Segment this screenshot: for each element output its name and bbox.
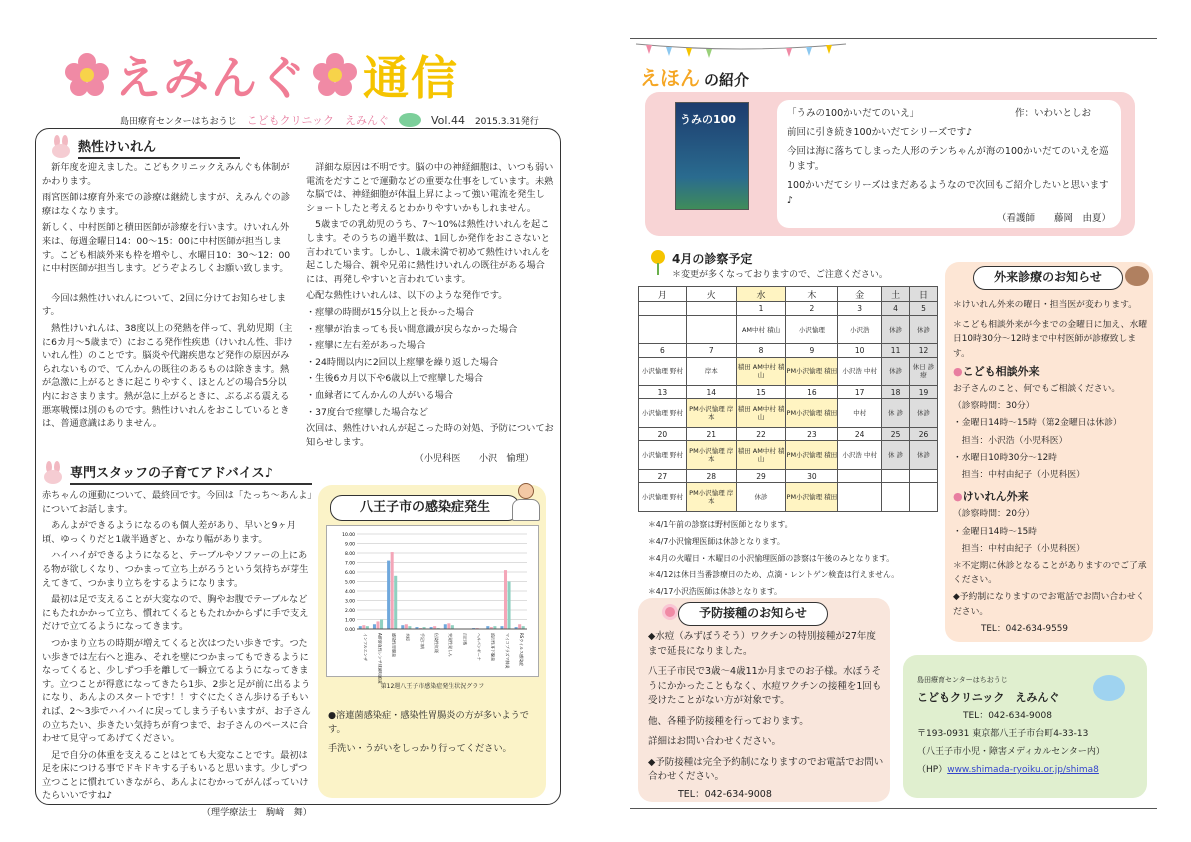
calendar-date: 17 — [838, 386, 882, 399]
calendar-header-row — [639, 287, 938, 302]
calendar-doctor: 小沢浩 — [838, 315, 882, 344]
calendar-date: 21 — [686, 428, 736, 441]
chart-bar — [394, 576, 397, 629]
paragraph: 詳細はお問い合わせください。 — [648, 736, 782, 747]
calendar-date: 27 — [639, 470, 687, 483]
list-item: ・痙攣に左右差があった場合 — [306, 340, 426, 352]
calendar-doctor: 休 診 — [882, 399, 910, 428]
author-sign: （看護師 藤岡 由夏） — [996, 213, 1111, 224]
paragraph: つかまり立ちの時期が増えてくると次はつたい歩きです。つたい歩きでは左右へと進み、それを壁につかまってもできるようになってくると、少しずつ手を離して一瞬立てるようになってきます。立つことが得意になってきたら1歩、2歩と足が前に出るようになり、あんよのスタートです！！すぐにたくさん歩ける子もいれば、2～3歩でハイハイに戻ってしまう子もいますが、お子さんの立ちたい、歩きたい気持ちが育つまで、お子さんのペースに合わせて見守ってあげてください。 — [42, 637, 311, 745]
outpatient-panel — [945, 262, 1153, 642]
x-tick-label: 百日咳 — [462, 633, 468, 645]
phone-number: TEL：042-634-9559 — [981, 623, 1068, 634]
calendar-doctor: 小沢愉理 野村 — [639, 357, 687, 386]
paragraph: ・金曜日14時～15時 — [953, 526, 1037, 537]
y-tick-label: 2.00 — [344, 609, 355, 614]
bullet-dot-icon: ● — [953, 490, 963, 504]
calendar-doctor: PM小沢愉理 積田 — [786, 483, 838, 512]
paragraph: 他、各種予防接種を行っております。 — [648, 715, 809, 727]
calendar-date — [686, 302, 736, 315]
infection-panel — [318, 485, 546, 798]
calendar-date-row — [639, 386, 938, 399]
calendar-date: 19 — [910, 386, 938, 399]
ehon-heading-a: えほん — [640, 66, 700, 90]
schedule-heading: 4月の診察予定 — [672, 252, 753, 266]
calendar-date: 22 — [736, 428, 786, 441]
calendar-doctor: PM小沢愉理 岸本 — [686, 441, 736, 470]
chart-bar — [373, 624, 376, 629]
ehon-text — [777, 100, 1121, 228]
paragraph: ●溶連菌感染症・感染性胃腸炎の方が多いようです。 — [328, 710, 529, 735]
bottom-rule — [630, 808, 1157, 809]
calendar-doctor: PM小沢愉理 積田 — [786, 357, 838, 386]
calendar-date-row — [639, 428, 938, 441]
paragraph: 雨宮医師は療育外来での診療は継続しますが、えみんぐの診療はなくなります。 — [42, 192, 291, 217]
calendar-doctor — [882, 483, 910, 512]
top-rule — [630, 38, 1157, 39]
frog-icon — [1093, 675, 1125, 701]
x-tick-label: 伝染性紅斑 — [433, 633, 439, 653]
calendar-date: 8 — [736, 344, 786, 357]
paragraph: 新しく、中村医師と積田医師が診療を行います。けいれん外来は、毎週金曜日14：00～15：00に中村医師が担当します。こども相談外来も枠を増やし、水曜日10：30～12：00に中村医師が担当します。どうぞよろしくお願い致します。 — [42, 222, 291, 275]
day-header: 水 — [736, 287, 786, 302]
fever-col2 — [306, 161, 554, 465]
seizure-heading: けいれん外来 — [962, 490, 1029, 504]
x-tick-label: 感染性胃腸炎 — [391, 633, 397, 657]
chart-bar — [391, 552, 394, 629]
list-item: ・血縁者にてんかんの人がいる場合 — [306, 389, 453, 401]
x-tick-label: マイコプラズマ肺炎 — [504, 633, 510, 669]
title-main: えみんぐ — [115, 51, 307, 105]
chart-bar — [518, 624, 521, 629]
x-tick-label: インフルエンザ — [363, 633, 369, 661]
note-line: ＊4/12は休日当番診療日のため、点滴・レントゲン検査は行えません。 — [648, 570, 900, 580]
paragraph: 詳細な原因は不明です。脳の中の神経細胞は、いつも弱い電流をだすことで運動などの重要な仕事をしています。未熟な脳では、神経細胞が体温上昇によって強い電流を発生しショートしたと考えるとわかりやすいかもしれません。 — [306, 162, 554, 214]
calendar-doctor: 小沢浩 中村 — [838, 441, 882, 470]
calendar-doctor: AM中村 積山 — [736, 315, 786, 344]
ehon-heading — [640, 62, 840, 90]
y-tick-label: 8.00 — [344, 552, 355, 557]
calendar-date: 2 — [786, 302, 838, 315]
day-header: 日 — [910, 287, 938, 302]
y-tick-label: 4.00 — [344, 590, 355, 595]
list-item: ・痙攣が治まっても長い間意識が戻らなかった場合 — [306, 323, 518, 335]
calendar-doctor: 休 診 — [882, 441, 910, 470]
calendar-date: 12 — [910, 344, 938, 357]
calendar-doctor-row — [639, 315, 938, 344]
x-tick-label: 突発性発しん — [448, 633, 454, 657]
x-tick-label: ヘルパンギーナ — [476, 633, 482, 661]
volume: Vol.44 — [431, 113, 465, 127]
advice-body — [42, 489, 312, 819]
calendar-date-row — [639, 344, 938, 357]
chart-bar — [504, 570, 507, 629]
chart-bar — [447, 623, 450, 629]
calendar-date: 10 — [838, 344, 882, 357]
issue-date: 2015.3.31発行 — [474, 116, 539, 127]
calendar-date: 23 — [786, 428, 838, 441]
calendar-date — [639, 302, 687, 315]
note-line: ＊4/1午前の診察は野村医師となります。 — [648, 520, 793, 529]
calendar-date: 7 — [686, 344, 736, 357]
ehon-heading-b: の紹介 — [704, 71, 750, 89]
author-sign: （小児科医 小沢 愉理） — [414, 453, 534, 465]
x-tick-label: RSウイルス感染症 — [518, 633, 524, 667]
chart-bar — [380, 620, 383, 630]
advice-heading-text: 専門スタッフの子育てアドバイス♪ — [70, 462, 312, 485]
org-name: 島田療育センターはちおうじ — [120, 116, 237, 127]
day-header: 木 — [786, 287, 838, 302]
y-tick-label: 0.00 — [344, 628, 355, 633]
calendar-doctor: 中村 — [838, 399, 882, 428]
day-header: 金 — [838, 287, 882, 302]
y-tick-label: 5.00 — [344, 580, 355, 586]
y-tick-label: 6.00 — [344, 571, 355, 576]
calendar-date: 11 — [882, 344, 910, 357]
calendar-doctor: 休日 診療 — [910, 357, 938, 386]
calendar-date: 3 — [838, 302, 882, 315]
list-item: ・24時間以内に2回以上痙攣を繰り返した場合 — [306, 356, 499, 368]
chart-bar — [508, 582, 511, 630]
list-item: ・痙攣の時間が15分以上と長かった場合 — [306, 306, 474, 318]
note-line: ＊4/17小沢浩医師は休診となります。 — [648, 587, 782, 597]
note-line: ＊4/7小沢愉理医師は休診となります。 — [648, 536, 785, 546]
note-line: ＊4月の火曜日・木曜日の小沢愉理医師の診察は午後のみとなります。 — [648, 553, 895, 563]
paragraph: 八王子市民で3歳～4歳11か月までのお子様。水ぼうそうにかかったこともなく、水痘ワクチンの接種を1回も受けたことがない方が対象です。 — [648, 666, 882, 706]
flower-icon — [313, 53, 357, 97]
address-note: （八王子市小児・障害メディカルセンター内） — [917, 747, 1105, 757]
paragraph: ＊けいれん外来の曜日・担当医が変わります。 — [953, 300, 1138, 310]
rabbit-icon — [50, 135, 72, 159]
phone-number: TEL：042-634-9008 — [963, 711, 1052, 721]
bullet-dot-icon: ● — [953, 364, 963, 378]
advice-heading — [42, 461, 312, 485]
calendar-doctor: PM小沢愉理 岸本 — [686, 483, 736, 512]
calendar-doctor: 積田 AM中村 積山 — [736, 441, 786, 470]
newsletter-title — [65, 45, 585, 105]
calendar-doctor: 休診 — [910, 441, 938, 470]
paragraph: ＊不定期に休診となることがありますのでご了承ください。 — [953, 561, 1147, 586]
calendar-date — [910, 470, 938, 483]
infection-chart — [326, 525, 539, 684]
paragraph: 次回は、熱性けいれんが起こった時の対処、予防についてお知らせします。 — [306, 423, 554, 448]
address: 〒193-0931 東京都八王子市台町4-33-13 — [917, 729, 1089, 739]
book-title: 「うみの100かいだてのいえ」 — [787, 108, 920, 119]
calendar-doctor: 小沢愉理 野村 — [639, 441, 687, 470]
schedule-subheading: ＊変更が多くなっておりますので、ご注意ください。 — [672, 270, 888, 280]
author-sign: （理学療法士 駒﨑 舞） — [201, 807, 312, 819]
paragraph: 今回は熱性けいれんについて、2回に分けてお知らせします。 — [42, 292, 287, 318]
calendar-doctor: 休診 — [882, 315, 910, 344]
paragraph: （診察時間：20分） — [953, 509, 1035, 520]
title-sub: 通信 — [363, 51, 459, 105]
paragraph: 手洗い・うがいをしっかり行ってください。 — [328, 743, 512, 755]
calendar-date: 28 — [686, 470, 736, 483]
chart-bar — [451, 625, 454, 629]
bunting-decoration — [636, 42, 846, 58]
chart-caption: 第12週八王子市感染症発生状況グラフ — [380, 683, 485, 690]
homepage-link[interactable]: www.shimada-ryoiku.or.jp/shima8 — [947, 765, 1099, 775]
flower-pot-icon — [648, 250, 668, 280]
outpatient-body — [953, 298, 1148, 639]
calendar-doctor: 小沢愉理 — [786, 315, 838, 344]
frog-icon — [399, 113, 421, 127]
list-item: ・37度台で痙攣した場合など — [306, 406, 428, 418]
calendar-date: 14 — [686, 386, 736, 399]
y-tick-label: 3.00 — [344, 599, 355, 605]
day-header: 火 — [686, 287, 736, 302]
paragraph: 担当：中村由紀子（小児科医） — [953, 543, 1085, 554]
paragraph: 今回は海に落ちてしまった人形のテンちゃんが海の100かいだてのいえを巡ります。 — [787, 146, 1109, 172]
calendar-doctor: 小沢浩 中村 — [838, 357, 882, 386]
calendar-date: 4 — [882, 302, 910, 315]
calendar-date: 16 — [786, 386, 838, 399]
paragraph: ＊こども相談外来が今までの金曜日に加え、水曜日10時30分～12時まで中村医師が診療致します。 — [953, 320, 1148, 359]
fever-col1 — [42, 161, 294, 461]
paragraph: 前回に引き続き100かいだてシリーズです♪ — [787, 127, 973, 138]
ehon-panel — [645, 92, 1135, 236]
chart-bar — [376, 621, 379, 629]
consult-heading: こども相談外来 — [962, 364, 1040, 378]
clinic-contact — [917, 709, 1143, 781]
paragraph — [42, 279, 294, 289]
calendar-doctor — [639, 315, 687, 344]
phone-number: TEL：042-634-9008 — [678, 788, 772, 800]
clinic-name: こどもクリニック えみんぐ — [917, 691, 1060, 704]
calendar-date: 6 — [639, 344, 687, 357]
bar-chart — [327, 526, 538, 684]
clinic-info-panel — [903, 655, 1147, 798]
calendar-doctor — [686, 315, 736, 344]
paragraph: 新年度を迎えました。こどもクリニックえみんぐも体制がかわります。 — [42, 162, 290, 187]
calendar-date: 24 — [838, 428, 882, 441]
calendar-doctor-row — [639, 399, 938, 428]
dog-icon — [1125, 266, 1149, 286]
calendar-date: 26 — [910, 428, 938, 441]
calendar-date: 1 — [736, 302, 786, 315]
y-tick-label: 7.00 — [344, 561, 355, 567]
paragraph: ・水曜日10時30分～12時 — [953, 452, 1057, 463]
calendar-doctor: 岸本 — [686, 357, 736, 386]
x-tick-label: 手足口病 — [419, 633, 425, 649]
hp-label: （HP） — [917, 765, 948, 775]
paragraph: ◆水痘（みずぼうそう）ワクチンの特別接種が27年度まで延長になりました。 — [648, 631, 876, 657]
paragraph: ◆予防接種は完全予約制になりますのでお電話でお問い合わせください。 — [648, 756, 884, 782]
calendar-date — [838, 470, 882, 483]
calendar-doctor: 小沢愉理 野村 — [639, 483, 687, 512]
book-author: 作：いわいとしお — [1014, 108, 1091, 119]
clinic-name: こどもクリニック えみんぐ — [246, 114, 389, 127]
infection-heading: 八王子市の感染症発生 — [330, 495, 520, 521]
x-tick-label: A群溶血性レンサ球菌咽頭炎 — [377, 633, 383, 684]
chart-bar — [362, 625, 365, 629]
fever-heading — [50, 135, 240, 159]
paragraph: 100かいだてシリーズはまだあるようなので次回もご紹介したいと思います♪ — [787, 180, 1109, 206]
paragraph: 赤ちゃんの運動について、最終回です。今回は「たっち～あんよ」についてお話します。 — [42, 490, 312, 515]
paragraph: ・金曜日14時～15時（第2金曜日は休診） — [953, 418, 1122, 429]
calendar-doctor: 積田 AM中村 積山 — [736, 357, 786, 386]
calendar-doctor: 小沢愉理 野村 — [639, 399, 687, 428]
calendar-date: 9 — [786, 344, 838, 357]
chart-bar — [401, 625, 404, 629]
clinic-org: 島田療育センターはちおうじ — [917, 676, 1008, 684]
list-item: ・生後6カ月以下や6歳以上で痙攣した場合 — [306, 373, 484, 385]
vaccine-heading: 予防接種のお知らせ — [678, 602, 828, 626]
paragraph: ハイハイができるようになると、テーブルやソファーの上にある物が欲しくなり、つかまって立ち上がろうという気持ちが芽生えてきて、つかまり立ちをするようになります。 — [42, 550, 309, 589]
paragraph: 足で自分の体重を支えることはとても大変なことです。最初は足を床につける事でドキドキする子もいると思います。少しずつ立つことに慣れていきながら、あんよにむかってがんばっていけたらいいですね♪ — [42, 749, 309, 802]
calendar-doctor: 休診 — [882, 357, 910, 386]
chart-bar — [387, 561, 390, 629]
book-cover-label: うみの100 — [680, 113, 736, 126]
calendar-date: 20 — [639, 428, 687, 441]
vaccine-panel — [638, 598, 890, 802]
day-header: 月 — [639, 287, 687, 302]
calendar-date: 25 — [882, 428, 910, 441]
calendar-doctor: 休診 — [910, 399, 938, 428]
issue-line — [120, 112, 560, 128]
calendar-doctor — [838, 483, 882, 512]
calendar-date-row — [639, 470, 938, 483]
y-tick-label: 9.00 — [344, 542, 355, 548]
calendar-doctor: 休診 — [736, 483, 786, 512]
rabbit-icon — [42, 461, 64, 485]
calendar-date: 5 — [910, 302, 938, 315]
calendar-doctor: 積田 AM中村 積山 — [736, 399, 786, 428]
schedule-calendar — [638, 286, 938, 512]
chart-bar — [444, 624, 447, 629]
paragraph: 担当：中村由紀子（小児科医） — [953, 470, 1085, 481]
flower-icon — [65, 53, 109, 97]
calendar-doctor: PM小沢愉理 積田 — [786, 399, 838, 428]
y-tick-label: 1.00 — [344, 618, 355, 624]
x-tick-label: 水痘 — [405, 633, 411, 641]
paragraph: 担当：小沢浩（小児科医） — [953, 435, 1068, 446]
calendar-date: 15 — [736, 386, 786, 399]
calendar-date-row — [639, 302, 938, 315]
calendar-date — [882, 470, 910, 483]
paragraph: ◆予約制になりますのでお電話でお問い合わせください。 — [953, 592, 1145, 617]
paragraph: 熱性けいれんは、38度以上の発熱を伴って、乳幼児期（主に6カ月～5歳まで）におこる発作性疾患（けいれん性、非けいれん性）のことです。脳炎や代謝疾患など発作の原因がみられないもので、てんかんの既往のあるものは除きます。熱が急激に上がるときに起こりやすく、ほとんどの場合5分以内におさまります。熱が急に上がるときに、ぶるぶる震える悪寒戦慄は別のものです。熱性けいれんをおこしているときは、普通意識はありません。 — [42, 322, 293, 430]
paragraph: お子さんのこと、何でもご相談ください。 — [953, 384, 1121, 395]
paragraph: 最初は足で支えることが大変なので、胸やお腹でテーブルなどにもたれかかって立ち、慣れてくるともたれかからずに手で支えだけで立てるようになってきます。 — [42, 594, 309, 633]
calendar-doctor: PM小沢愉理 積田 — [786, 441, 838, 470]
calendar-date: 30 — [786, 470, 838, 483]
calendar-doctor: PM小沢愉理 岸本 — [686, 399, 736, 428]
fever-heading-text: 熱性けいれん — [78, 136, 240, 159]
outpatient-heading: 外来診療のお知らせ — [973, 266, 1123, 290]
nurse-icon — [510, 483, 540, 521]
vaccine-body — [648, 630, 884, 805]
y-tick-label: 10.00 — [342, 533, 355, 538]
paragraph: 5歳までの乳幼児のうち、7～10%は熱性けいれんを起こします。そのうちの過半数は、1回しか発作をおこさないと言われています。しかし、1歳未満で初めて熱性けいれんを起こした場合、親や兄弟に熱性けいれんの既往がある場合には、再発しやすいと言われています。 — [306, 219, 550, 285]
chart-bar — [405, 624, 408, 629]
book-cover-image — [675, 102, 749, 210]
day-header: 土 — [882, 287, 910, 302]
calendar-doctor — [910, 483, 938, 512]
calendar-doctor-row — [639, 483, 938, 512]
paragraph: あんよができるようになるのも個人差があり、早いと9ヶ月頃、ゆっくりだと1歳半過ぎと、かなり幅があります。 — [42, 520, 296, 545]
calendar-doctor: 休診 — [910, 315, 938, 344]
paragraph: 心配な熱性けいれんは、以下のような発作です。 — [306, 290, 508, 302]
calendar-doctor-row — [639, 357, 938, 386]
calendar-date: 29 — [736, 470, 786, 483]
flower-icon — [662, 604, 678, 620]
calendar-date: 13 — [639, 386, 687, 399]
infection-notes — [328, 709, 538, 759]
paragraph: （診察時間：30分） — [953, 401, 1035, 412]
calendar-date: 18 — [882, 386, 910, 399]
calendar-doctor-row — [639, 441, 938, 470]
x-tick-label: 流行性耳下腺炎 — [490, 633, 496, 661]
schedule-notes — [648, 518, 933, 602]
